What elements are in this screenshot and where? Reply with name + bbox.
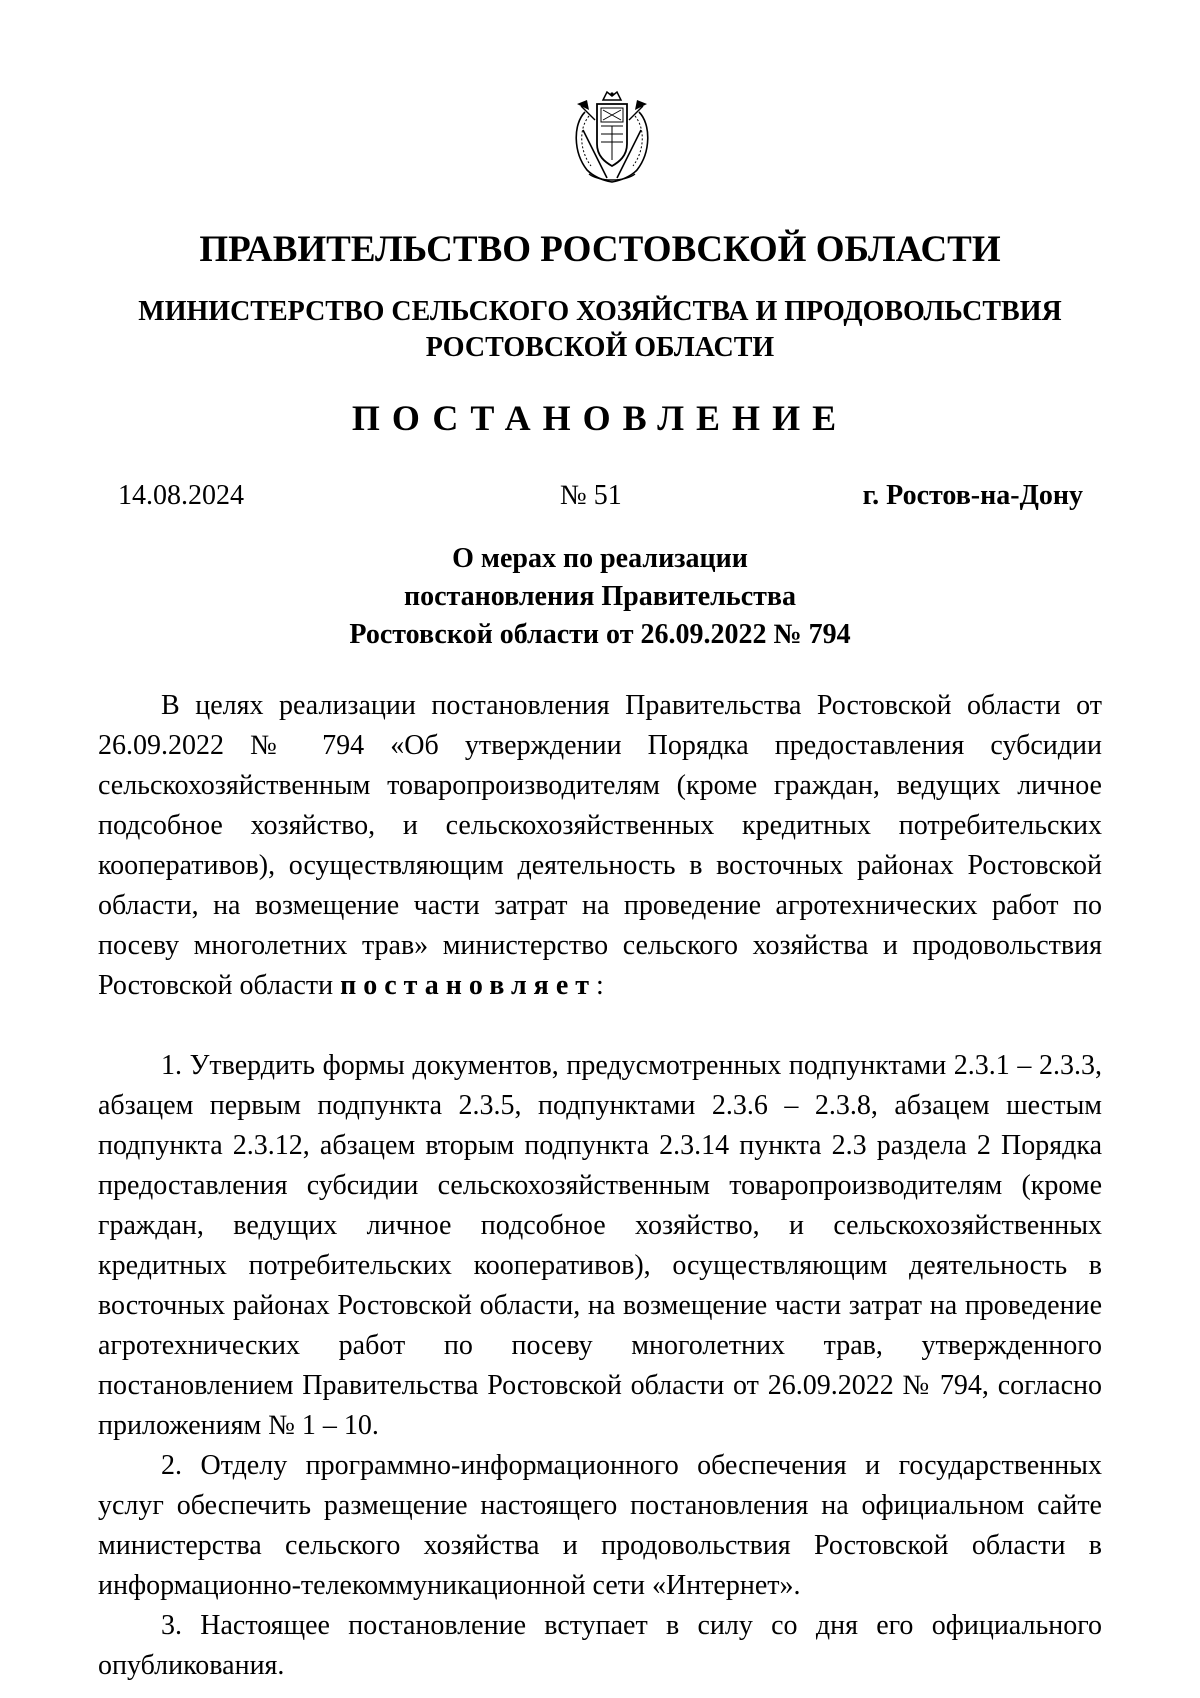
item-paragraph: 2. Отделу программно-информационного обеспечения и государственных услуг обеспечить размещение настоящего постановления на официальном сайте министерства сельского хозяйства и продовольствия Ростовской области в информационно-телекоммуникационной сети «Интернет». xyxy=(98,1450,1102,1601)
item-paragraph: 1. Утвердить формы документов, предусмотренных подпунктами 2.3.1 – 2.3.3, абзацем первым подпункта 2.3.5, подпунктами 2.3.6 – 2.3.8, абзацем шестым подпункта 2.3.12, абзацем вторым подпункта 2.3.14 пункта 2.3 раздела 2 Порядка предоставления субсидии сельскохозяйственным товаропроизводителям (кроме граждан, ведущих личное подсобное хозяйство, и сельскохозяйственных кредитных потребительских кооперативов), осуществляющим деятельность в восточных районах Ростовской области, на возмещение части затрат на проведение агротехнических работ по посеву многолетних трав, утвержденного постановлением Правительства Ростовской области от 26.09.2022 № 794, согласно приложениям № 1 – 10. xyxy=(98,1050,1102,1441)
preamble-colon: : xyxy=(596,970,604,1001)
document-type: ПОСТАНОВЛЕНИЕ xyxy=(351,398,849,438)
subject-line-1: О мерах по реализации xyxy=(452,543,748,574)
subject-line-3: Ростовской области от 26.09.2022 № 794 xyxy=(349,619,851,650)
government-title: ПРАВИТЕЛЬСТВО РОСТОВСКОЙ ОБЛАСТИ xyxy=(199,229,1001,270)
coat-of-arms-icon xyxy=(567,90,657,186)
ministry-title xyxy=(0,294,1200,366)
document-body xyxy=(98,686,1102,1686)
document-city: г. Ростов-на-Дону xyxy=(862,480,1083,511)
preamble-text: В целях реализации постановления Правительства Ростовской области от 26.09.2022 № 794 «Об утверждении Порядка предоставления субсидии сельскохозяйственным товаропроизводителям (кроме граждан, ведущих личное подсобное хозяйство, и сельскохозяйственных кредитных потребительских кооперативов), осуществляющим деятельность в восточных районах Ростовской области, на возмещение части затрат на проведение агротехнических работ по посеву многолетних трав» министерство сельского хозяйства и продовольствия Ростовской области xyxy=(98,690,1102,1001)
ministry-title-line-1: МИНИСТЕРСТВО СЕЛЬСКОГО ХОЗЯЙСТВА И ПРОДОВОЛЬСТВИЯ xyxy=(138,296,1062,327)
document-date: 14.08.2024 xyxy=(118,480,244,511)
subject-line-2: постановления Правительства xyxy=(404,581,796,612)
ministry-title-line-2: РОСТОВСКОЙ ОБЛАСТИ xyxy=(425,332,775,363)
preamble-paragraph xyxy=(98,686,1102,1006)
document-number: № 51 xyxy=(560,480,622,511)
decree-word: постановляет xyxy=(340,970,597,1001)
item-paragraph: 3. Настоящее постановление вступает в силу со дня его официального опубликования. xyxy=(98,1610,1102,1681)
document-subject xyxy=(0,540,1200,654)
